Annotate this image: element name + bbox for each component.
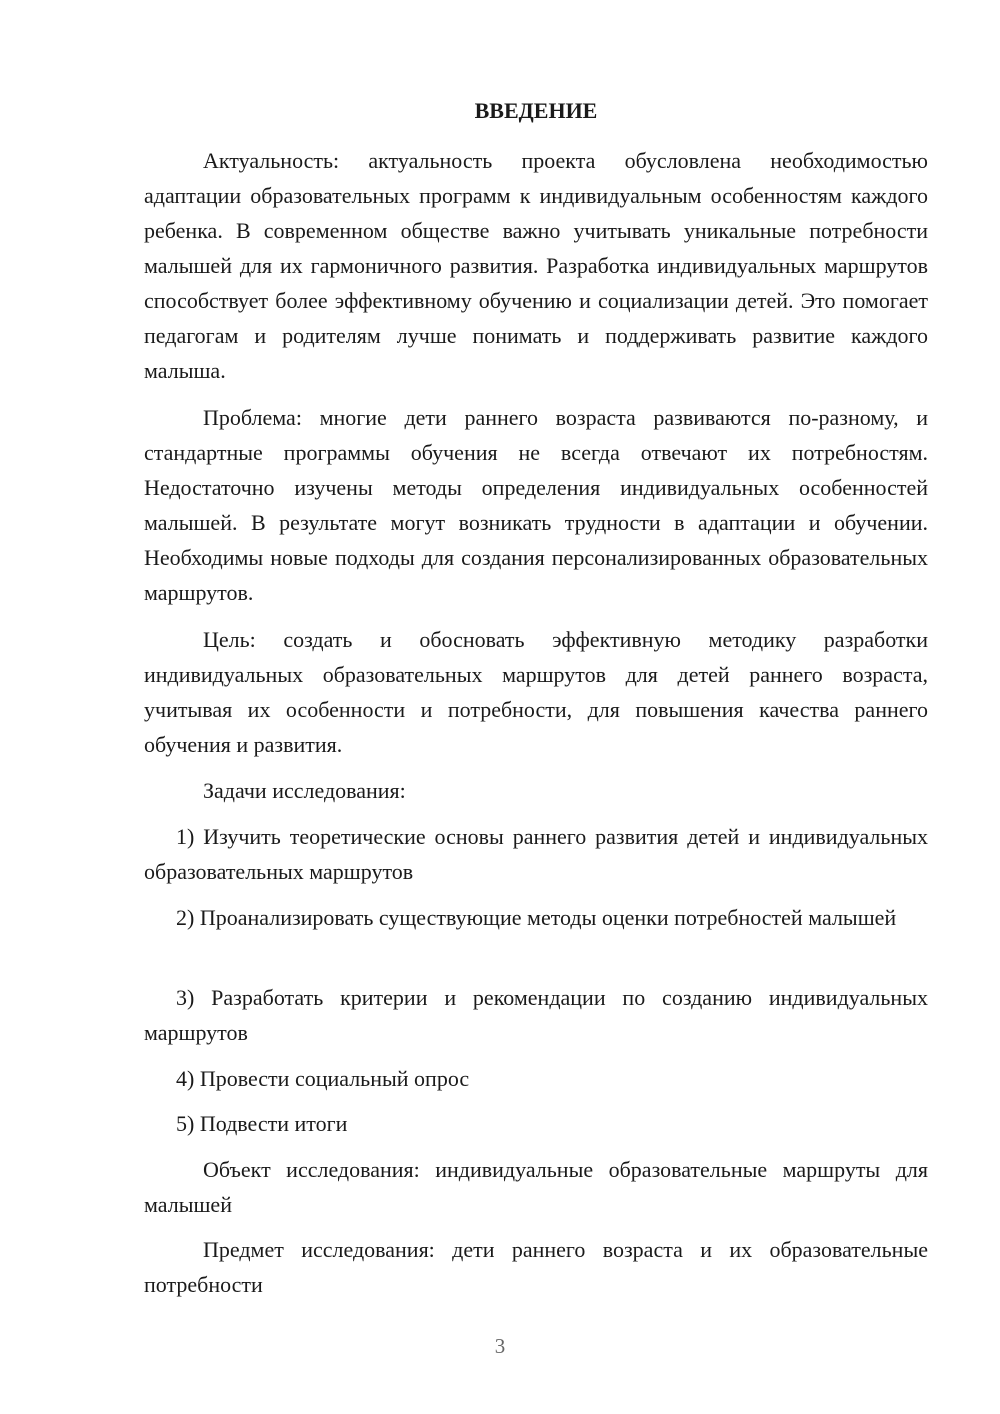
task-item-3: 3) Разработать критерии и рекомендации по созданию индивидуальных маршрутов xyxy=(144,985,928,1045)
relevance-paragraph: Актуальность: актуальность проекта обусловлена необходимостью адаптации образовательных программ к индивидуальным особенностям каждого ребенка. В современном обществе важно учитывать уникальные потребности малышей для их гармоничного развития. Разработка индивидуальных маршрутов способствует более эффективному обучению и социализации детей. Это помогает педагогам и родителям лучше понимать и поддерживать развитие каждого малыша. xyxy=(144,148,928,383)
task-item-2: 2) Проанализировать существующие методы оценки потребностей малышей xyxy=(176,905,897,930)
section-heading: ВВЕДЕНИЕ xyxy=(474,98,598,123)
task-item-4: 4) Провести социальный опрос xyxy=(176,1066,470,1091)
object-paragraph: Объект исследования: индивидуальные образовательные маршруты для малышей xyxy=(144,1157,928,1217)
task-item-1: 1) Изучить теоретические основы раннего развития детей и индивидуальных образовательных маршрутов xyxy=(144,824,928,884)
tasks-title: Задачи исследования: xyxy=(203,778,406,803)
problem-paragraph: Проблема: многие дети раннего возраста развиваются по-разному, и стандартные программы обучения не всегда отвечают их потребностям. Недостаточно изучены методы определения индивидуальных особенностей малышей. В результате могут возникать трудности в адаптации и обучении. Необходимы новые подходы для создания персонализированных образовательных маршрутов. xyxy=(144,405,928,605)
page-number: 3 xyxy=(494,1334,506,1358)
task-item-5: 5) Подвести итоги xyxy=(176,1111,348,1136)
subject-paragraph: Предмет исследования: дети раннего возраста и их образовательные потребности xyxy=(144,1237,928,1297)
goal-paragraph: Цель: создать и обосновать эффективную методику разработки индивидуальных образовательных маршрутов для детей раннего возраста, учитывая их особенности и потребности, для повышения качества раннего обучения и развития. xyxy=(144,627,928,757)
